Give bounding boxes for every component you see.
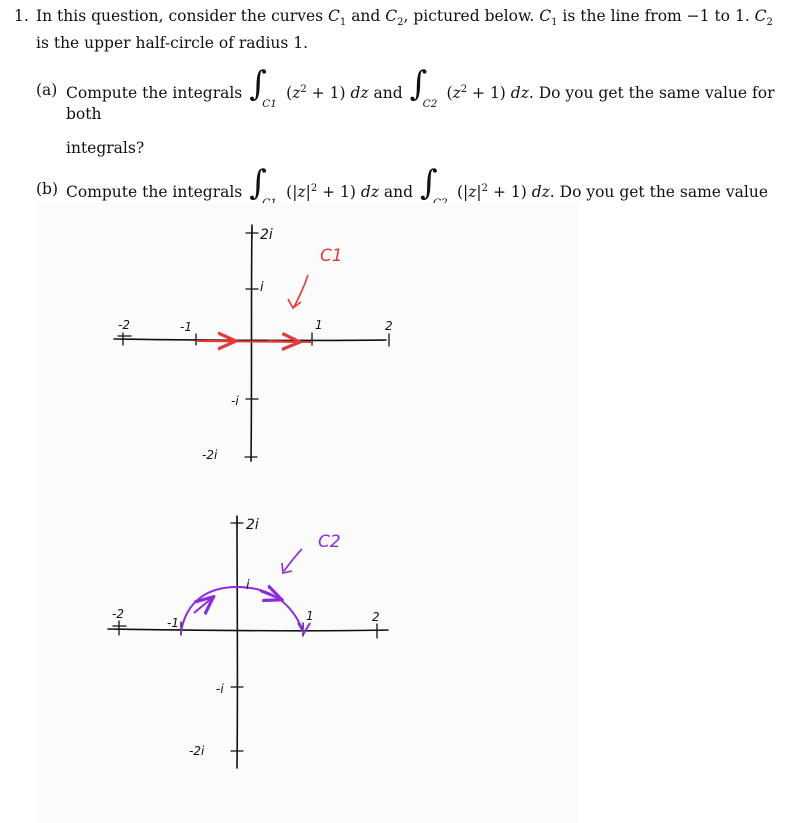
part-label: (a) <box>36 81 58 100</box>
label-neg-two: -2 <box>112 607 124 621</box>
real-axis <box>114 339 386 340</box>
label-i: i <box>246 578 250 593</box>
imaginary-axis <box>251 225 252 461</box>
label-i: i <box>260 280 264 295</box>
integral-sign: ∫ C2 <box>409 64 438 111</box>
figure-svg <box>36 203 578 823</box>
label-two: 2 <box>372 610 380 624</box>
curve-label-c2: C2 <box>318 532 341 552</box>
label-neg-two-i: -2i <box>189 744 205 758</box>
handdrawn-figure <box>36 203 578 823</box>
integral-sign: ∫ <box>420 163 438 204</box>
label-one: 1 <box>315 318 323 332</box>
part-a-line2: integrals? <box>66 139 145 158</box>
part-label: (b) <box>36 180 59 199</box>
c1-arrow-2 <box>268 341 298 342</box>
integral-sign: ∫ C1 <box>249 64 277 111</box>
label-neg-one: -1 <box>180 320 192 334</box>
part-a <box>36 64 784 159</box>
label-two: 2 <box>385 319 393 333</box>
curve-label-c1: C1 <box>320 246 343 266</box>
tick-two-i <box>231 517 243 529</box>
question-intro: In this question, consider the curves $C_1$ and $C_2$, pictured below. $C_1$ is the line from −1 to 1. $C_2$ is the upper half-circle of radius 1. <box>36 7 773 53</box>
integral-sign: ∫ <box>249 163 267 204</box>
question-number: 1. <box>14 7 29 25</box>
pointer-head-c1 <box>288 299 301 308</box>
c2-arrow-2 <box>260 591 280 599</box>
label-neg-two: -2 <box>118 318 130 332</box>
tick-two-i <box>246 227 258 239</box>
label-one: 1 <box>306 609 314 623</box>
tick-neg-two <box>113 621 126 635</box>
pointer-arrow-c2 <box>284 549 302 571</box>
real-axis <box>108 629 388 631</box>
plot-c2 <box>108 516 388 768</box>
label-neg-one: -1 <box>167 616 179 630</box>
part-a-line1: Compute the integrals ∫ C1 $(z^2 + 1)$ dz and ∫ C2 $(z^2 + 1)$ dz. Do you get the same value for both <box>66 64 775 124</box>
label-neg-two-i: -2i <box>202 448 218 462</box>
plot-c1 <box>114 225 389 461</box>
label-neg-i: -i <box>216 682 224 696</box>
label-two-i: 2i <box>260 227 273 243</box>
part-b-line1: Compute the integrals ∫ $(|z|^2 + 1)$ dz and ∫ $(|z|^2 + 1)$ dz. Do you get the same value <box>66 163 769 204</box>
label-neg-i: -i <box>231 394 239 408</box>
label-two-i: 2i <box>246 517 259 533</box>
